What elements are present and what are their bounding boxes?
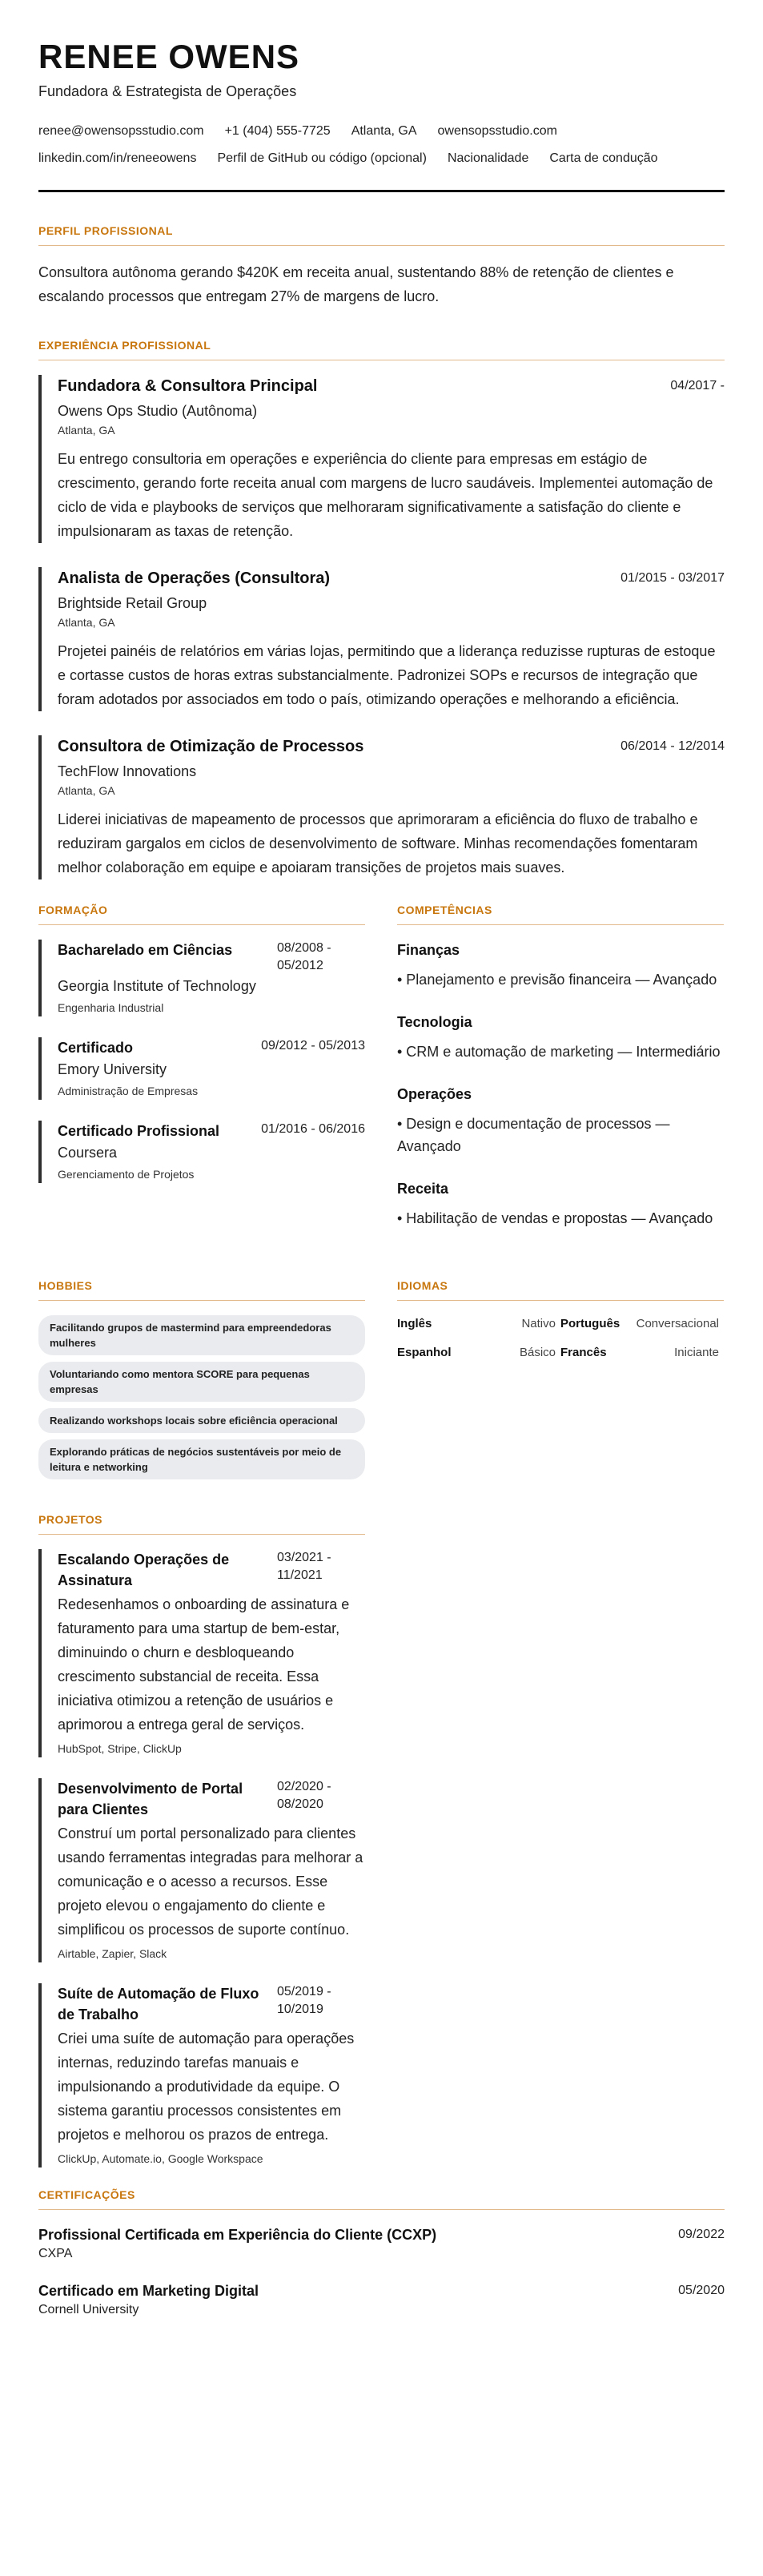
- skill-item: • Habilitação de vendas e propostas — Avançado: [397, 1210, 713, 1227]
- job-date: 06/2014 - 12/2014: [620, 739, 725, 754]
- education-entry: [38, 1121, 365, 1183]
- education-field: Engenharia Industrial: [58, 1001, 164, 1015]
- project-tools: ClickUp, Automate.io, Google Workspace: [58, 2152, 263, 2166]
- project-description: Criei uma suíte de automação para operações internas, reduzindo tarefas manuais e impulsionando a produtividade da equipe. O sistema garantiu processos consistentes em projetos e melhorou os prazos de entrega.: [58, 2031, 355, 2143]
- education-entry: [38, 940, 365, 1016]
- job-location: Atlanta, GA: [58, 616, 115, 630]
- section-title: FORMAÇÃO: [38, 904, 365, 925]
- job-description: Liderei iniciativas de mapeamento de processos que aprimoraram a eficiência do fluxo de trabalho e reduziram gargalos em ciclos de desenvolvimento de software. Minhas recomendações fomentaram melhor colaboração em equipe e apoiaram transições de projetos mais suaves.: [58, 811, 698, 876]
- job-date: 01/2015 - 03/2017: [620, 571, 725, 586]
- languages-section: [397, 1279, 724, 1486]
- contact-drivers-license: Carta de condução: [549, 151, 658, 166]
- section-title: PERFIL PROFISSIONAL: [38, 224, 725, 246]
- hobby-item: Realizando workshops locais sobre eficiência operacional: [38, 1408, 365, 1433]
- education-field: Gerenciamento de Projetos: [58, 1168, 195, 1181]
- section-title: PROJETOS: [38, 1513, 365, 1535]
- job-date: 04/2017 -: [670, 379, 725, 393]
- hobby-item: Voluntariando como mentora SCORE para pequenas empresas: [38, 1362, 365, 1402]
- summary-section: [38, 224, 725, 308]
- candidate-name: RENEE OWENS: [38, 38, 300, 75]
- hobbies-languages-row: [38, 1279, 725, 1486]
- language-item: [560, 1315, 724, 1333]
- education-entry: [38, 1037, 365, 1100]
- project-name: Desenvolvimento de Portal para Clientes: [58, 1781, 243, 1818]
- summary-text: Consultora autônoma gerando $420K em receita anual, sustentando 88% de retenção de clientes e escalando processos que entregam 27% de margens de lucro.: [38, 264, 674, 305]
- contact-nationality: Nacionalidade: [447, 151, 529, 166]
- projects-section: [38, 1513, 365, 2167]
- experience-entry: [38, 375, 725, 543]
- certification-name: Certificado em Marketing Digital: [38, 2283, 259, 2300]
- project-name: Suíte de Automação de Fluxo de Trabalho: [58, 1986, 259, 2023]
- job-title: Fundadora & Consultora Principal: [58, 377, 318, 396]
- skill-group: [397, 1178, 724, 1230]
- contact-github[interactable]: Perfil de GitHub ou código (opcional): [217, 151, 427, 166]
- language-level: Nativo: [521, 1317, 556, 1331]
- hobby-item: Facilitando grupos de mastermind para empreendedoras mulheres: [38, 1315, 365, 1355]
- experience-section: [38, 339, 725, 879]
- section-title: HOBBIES: [38, 1279, 365, 1301]
- certification-issuer: CXPA: [38, 2247, 73, 2261]
- language-name: Português: [560, 1317, 620, 1331]
- language-name: Francês: [560, 1346, 607, 1360]
- section-title: CERTIFICAÇÕES: [38, 2188, 725, 2210]
- project-entry: [38, 1983, 365, 2167]
- header-divider: [38, 190, 725, 192]
- certification-entry: [38, 2280, 725, 2319]
- skill-item: • Design e documentação de processos — Avançado: [397, 1116, 670, 1155]
- skill-group: [397, 1012, 724, 1063]
- candidate-headline: Fundadora & Estrategista de Operações: [38, 83, 297, 100]
- job-location: Atlanta, GA: [58, 424, 115, 437]
- section-title: COMPETÊNCIAS: [397, 904, 724, 925]
- certification-name: Profissional Certificada em Experiência do Cliente (CCXP): [38, 2227, 437, 2244]
- project-name: Escalando Operações de Assinatura: [58, 1552, 230, 1589]
- job-location: Atlanta, GA: [58, 784, 115, 798]
- job-description: Eu entrego consultoria em operações e experiência do cliente para empresas em estágio de crescimento, gerando forte receita anual com margens de lucro saudáveis. Implementei automação de ciclo de vida e playbooks de serviços que melhoraram significativamente a satisfação do cliente e impulsionaram as taxas de retenção.: [58, 451, 713, 540]
- language-name: Inglês: [397, 1317, 432, 1331]
- education-date: 08/2008 - 05/2012: [277, 941, 331, 973]
- education-institution: Emory University: [58, 1061, 167, 1078]
- education-date: 09/2012 - 05/2013: [261, 1039, 365, 1053]
- skills-section: [397, 904, 724, 1250]
- language-item: [397, 1315, 560, 1333]
- skill-category: Finanças: [397, 942, 460, 959]
- languages-grid: [397, 1315, 724, 1362]
- skill-item: • CRM e automação de marketing — Intermediário: [397, 1044, 721, 1061]
- project-entry: [38, 1778, 365, 1962]
- language-level: Básico: [519, 1346, 556, 1360]
- job-company: Brightside Retail Group: [58, 595, 207, 612]
- job-description: Projetei painéis de relatórios em várias lojas, permitindo que a liderança reduzisse rupturas de estoque e cortasse custos de horas extras substancialmente. Padronizei SOPs e recursos de integração que foram adotados por associados em todo o país, otimizando operações e melhorando a eficiência.: [58, 643, 716, 708]
- education-section: [38, 904, 365, 1250]
- skill-category: Tecnologia: [397, 1014, 472, 1031]
- language-name: Espanhol: [397, 1346, 452, 1360]
- hobbies-section: [38, 1279, 365, 1486]
- experience-entry: [38, 735, 725, 879]
- education-institution: Coursera: [58, 1145, 118, 1161]
- education-date: 01/2016 - 06/2016: [261, 1122, 365, 1137]
- contact-email[interactable]: renee@owensopsstudio.com: [38, 124, 204, 139]
- degree-title: Bacharelado em Ciências: [58, 942, 233, 959]
- education-field: Administração de Empresas: [58, 1085, 199, 1098]
- skill-category: Operações: [397, 1086, 472, 1103]
- contact-info: [38, 118, 725, 172]
- language-item: [560, 1344, 724, 1362]
- experience-entry: [38, 567, 725, 711]
- job-company: Owens Ops Studio (Autônoma): [58, 403, 258, 420]
- degree-title: Certificado Profissional: [58, 1123, 220, 1140]
- project-tools: Airtable, Zapier, Slack: [58, 1947, 167, 1961]
- section-title: IDIOMAS: [397, 1279, 724, 1301]
- education-skills-row: [38, 904, 725, 1250]
- skill-item: • Planejamento e previsão financeira — Avançado: [397, 972, 717, 988]
- degree-title: Certificado: [58, 1040, 134, 1057]
- project-tools: HubSpot, Stripe, ClickUp: [58, 1742, 182, 1756]
- skill-group: [397, 1084, 724, 1157]
- certification-date: 09/2022: [678, 2228, 725, 2242]
- job-company: TechFlow Innovations: [58, 763, 197, 780]
- education-institution: Georgia Institute of Technology: [58, 978, 256, 995]
- project-date: 02/2020 - 08/2020: [277, 1780, 331, 1812]
- language-level: Iniciante: [674, 1346, 719, 1360]
- skill-category: Receita: [397, 1181, 449, 1197]
- certification-issuer: Cornell University: [38, 2303, 139, 2317]
- project-entry: [38, 1549, 365, 1757]
- certification-entry: [38, 2224, 725, 2263]
- contact-phone[interactable]: +1 (404) 555-7725: [224, 124, 331, 139]
- language-level: Conversacional: [636, 1317, 719, 1331]
- language-item: [397, 1344, 560, 1362]
- section-title: EXPERIÊNCIA PROFISSIONAL: [38, 339, 725, 360]
- contact-website[interactable]: owensopsstudio.com: [437, 124, 557, 139]
- project-description: Redesenhamos o onboarding de assinatura e faturamento para uma startup de bem-estar, diminuindo o churn e desbloqueando crescimento substancial de receita. Essa iniciativa otimizou a retenção de usuários e aprimorou a entrega geral de serviços.: [58, 1596, 350, 1733]
- job-title: Analista de Operações (Consultora): [58, 570, 331, 588]
- project-description: Construí um portal personalizado para clientes usando ferramentas integradas para melhorar a comunicação e o acesso a recursos. Esse projeto elevou o engajamento do cliente e simplificou os processos de suporte contínuo.: [58, 1825, 363, 1938]
- resume-header: [38, 38, 725, 192]
- certification-date: 05/2020: [678, 2284, 725, 2298]
- project-date: 05/2019 - 10/2019: [277, 1985, 331, 2017]
- certifications-section: [38, 2188, 725, 2319]
- contact-location: Atlanta, GA: [351, 124, 417, 139]
- project-date: 03/2021 - 11/2021: [277, 1551, 331, 1583]
- contact-linkedin[interactable]: linkedin.com/in/reneeowens: [38, 151, 197, 166]
- job-title: Consultora de Otimização de Processos: [58, 738, 364, 756]
- hobby-item: Explorando práticas de negócios sustentáveis por meio de leitura e networking: [38, 1439, 365, 1479]
- skill-group: [397, 940, 724, 991]
